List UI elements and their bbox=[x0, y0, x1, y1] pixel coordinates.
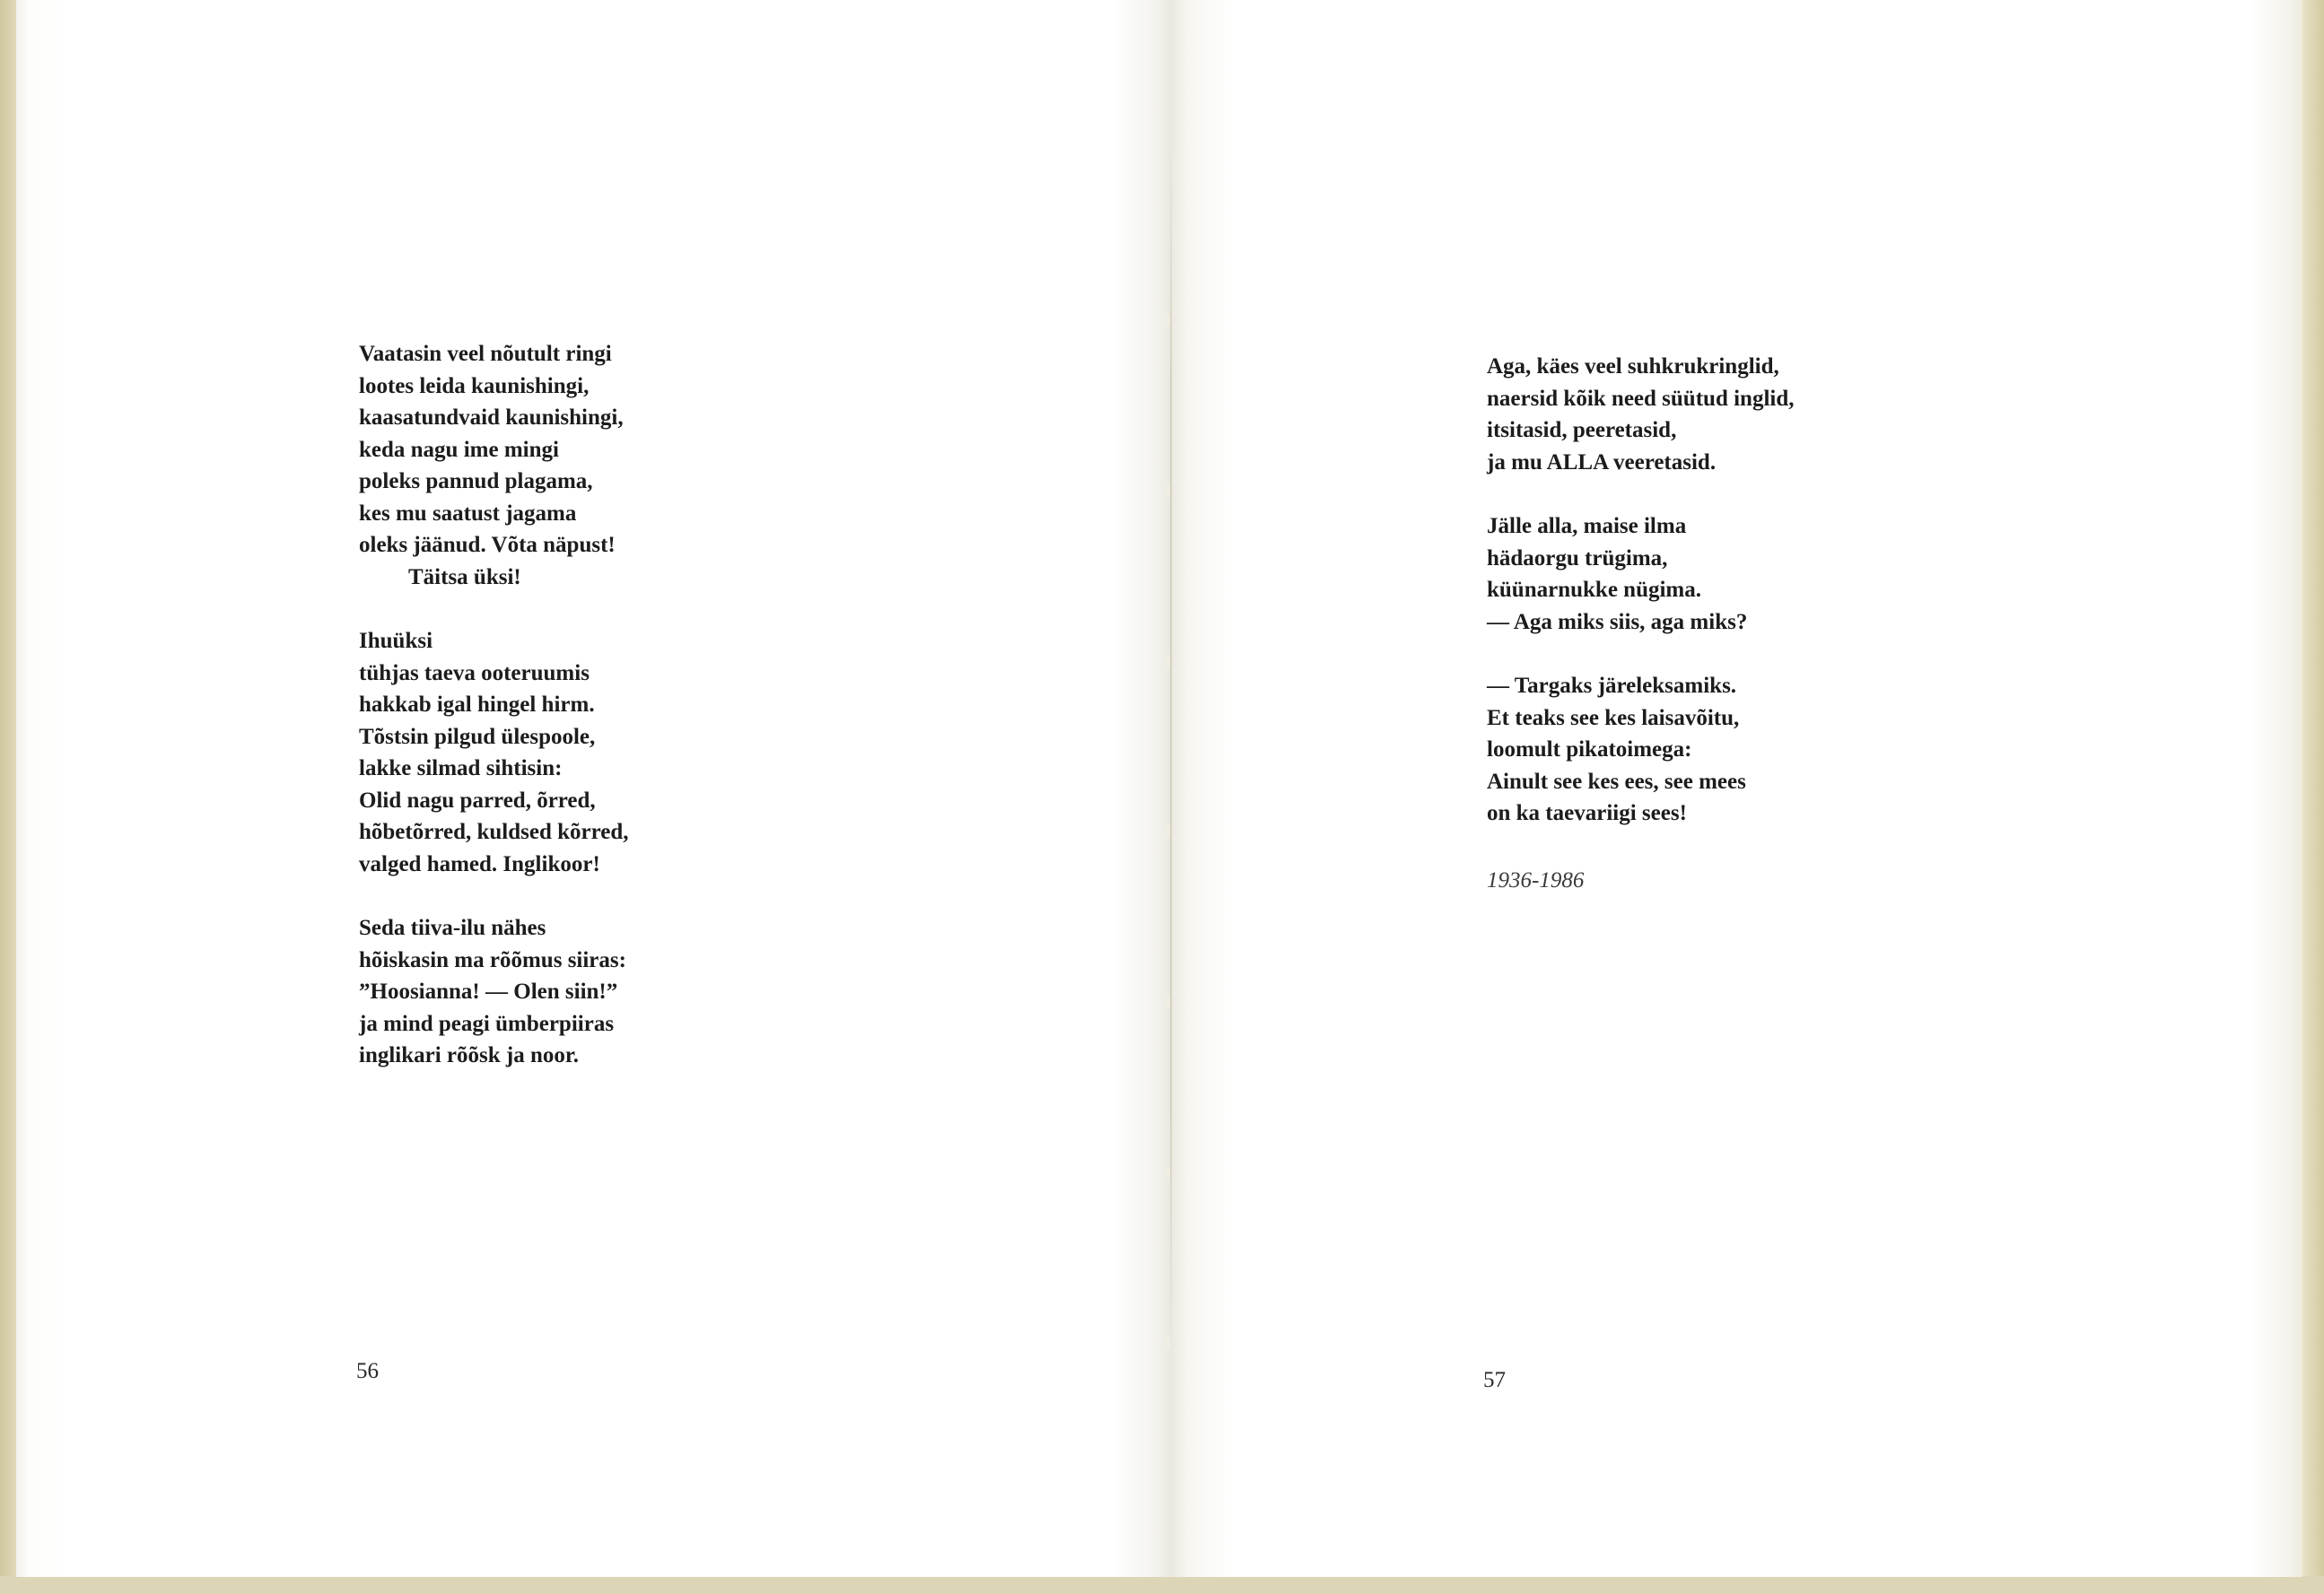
binding-stitch bbox=[1165, 314, 1170, 327]
page-number-right: 57 bbox=[1483, 1368, 1506, 1392]
poem-line: hakkab igal hingel hirm. bbox=[359, 692, 595, 717]
poem-line: oleks jäänud. Võta näpust! bbox=[359, 533, 616, 557]
stanza bbox=[1487, 510, 1795, 638]
poem-line: naersid kõik need süütud inglid, bbox=[1487, 386, 1795, 411]
poem-line: on ka taevariigi sees! bbox=[1487, 801, 1687, 825]
poem-line: lootes leida kaunishingi, bbox=[359, 373, 590, 398]
poem-line: hädaorgu trügima, bbox=[1487, 545, 1668, 571]
poem-line: Et teaks see kes laisavõitu, bbox=[1487, 705, 1740, 730]
poem-line: ”Hoosianna! — Olen siin!” bbox=[359, 980, 618, 1004]
binding-stitch bbox=[1165, 484, 1170, 497]
poem-line: Ainult see kes ees, see mees bbox=[1487, 769, 1746, 794]
poem-line: itsitasid, peeretasid, bbox=[1487, 418, 1677, 442]
book-gutter bbox=[1170, 144, 1172, 1346]
stanza bbox=[359, 338, 629, 593]
binding-stitch bbox=[1165, 655, 1170, 667]
poem-line: inglikari rõõsk ja noor. bbox=[359, 1043, 579, 1067]
binding-stitch bbox=[1165, 1166, 1170, 1179]
poem-line: Aga, käes veel suhkrukringlid, bbox=[1487, 354, 1779, 379]
stanza bbox=[1487, 670, 1795, 830]
poem-line: — Aga miks siis, aga miks? bbox=[1487, 609, 1748, 634]
poem-line: Jälle alla, maise ilma bbox=[1487, 514, 1687, 538]
poem-line: tühjas taeva ooteruumis bbox=[359, 660, 590, 685]
poem-line: Ihuüksi bbox=[359, 629, 433, 653]
poem-line: Seda tiiva-ilu nähes bbox=[359, 916, 546, 940]
poem-line: kes mu saatust jagama bbox=[359, 501, 577, 526]
poem-line: poleks pannud plagama, bbox=[359, 469, 593, 493]
poem-line: ja mind peagi ümberpiiras bbox=[359, 1011, 615, 1036]
poem-date: 1936-1986 bbox=[1487, 868, 1585, 893]
stanza bbox=[359, 912, 629, 1072]
book-cover-edge-bottom bbox=[0, 1576, 2324, 1594]
book-cover-edge-right bbox=[2302, 0, 2324, 1594]
poem-line: lakke silmad sihtisin: bbox=[359, 756, 563, 780]
poem-line: — Targaks järeleksamiks. bbox=[1487, 674, 1737, 698]
binding-stitch bbox=[1165, 825, 1170, 838]
poem-line: ja mu ALLA veeretasid. bbox=[1487, 449, 1717, 475]
stanza bbox=[1487, 351, 1795, 478]
right-page-poem bbox=[1487, 351, 1795, 862]
poem-line: keda nagu ime mingi bbox=[359, 437, 559, 462]
poem-line: hõbetõrred, kuldsed kõrred, bbox=[359, 820, 629, 844]
poem-line: kaasatundvaid kaunishingi, bbox=[359, 405, 624, 430]
page-number-left: 56 bbox=[356, 1359, 379, 1383]
poem-line: küünarnukke nügima. bbox=[1487, 578, 1702, 602]
stanza bbox=[359, 625, 629, 880]
poem-line: Vaatasin veel nõutult ringi bbox=[359, 342, 612, 366]
poem-line: valged hamed. Inglikoor! bbox=[359, 851, 600, 876]
poem-line: Olid nagu parred, õrred, bbox=[359, 788, 596, 813]
poem-line: hõiskasin ma rõõmus siiras: bbox=[359, 947, 626, 972]
binding-stitch bbox=[1165, 996, 1170, 1008]
binding-stitch bbox=[1165, 1337, 1170, 1349]
poem-line: loomult pikatoimega: bbox=[1487, 737, 1692, 762]
poem-line: Tõstsin pilgud ülespoole, bbox=[359, 724, 596, 749]
poem-line-indented: Täitsa üksi! bbox=[408, 564, 521, 589]
left-page-poem bbox=[359, 338, 629, 1104]
